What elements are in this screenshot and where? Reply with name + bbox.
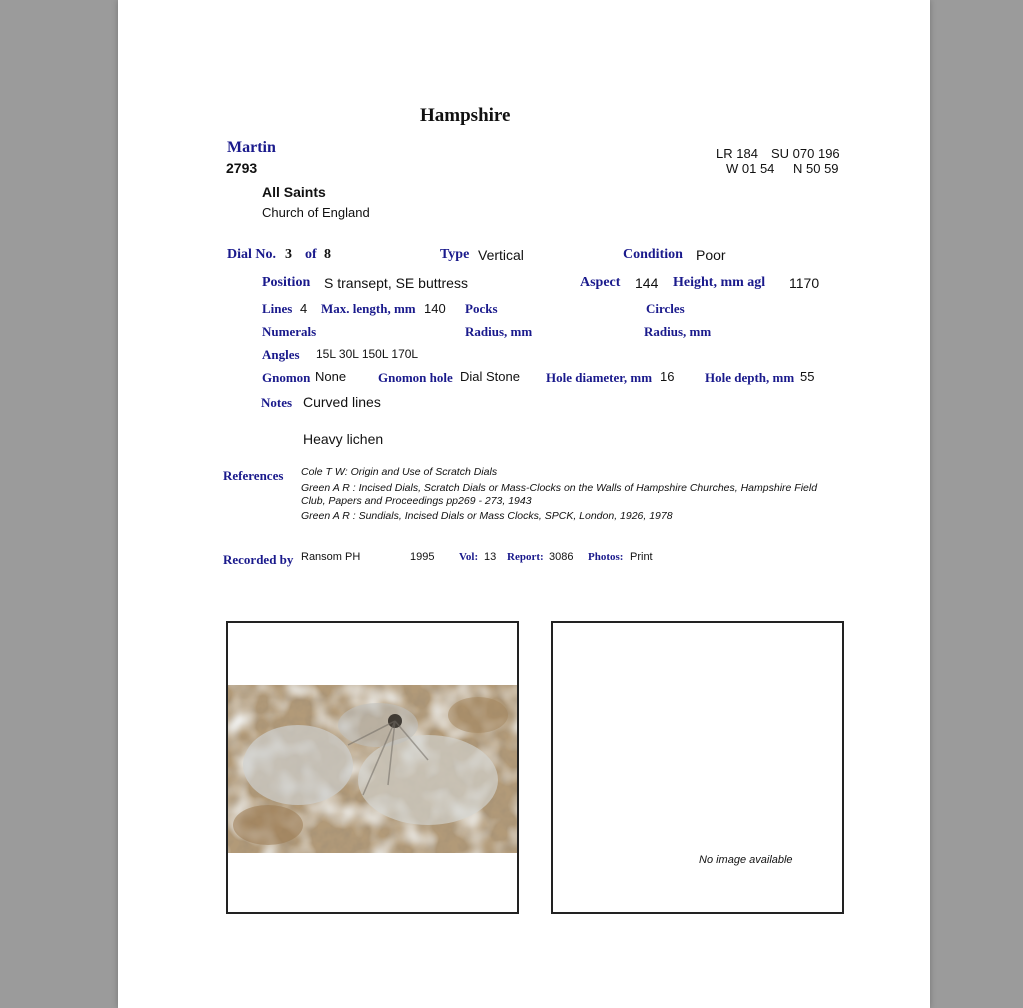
recorder-name: Ransom PH [301, 551, 361, 563]
grid-lr: LR 184 [716, 146, 758, 161]
dial-photo-frame [226, 621, 519, 914]
dial-of-label: of [305, 247, 317, 262]
maxlen-value: 140 [424, 301, 446, 316]
vol-label: Vol: [459, 551, 479, 563]
gnomon-value: None [315, 369, 347, 384]
notes-label: Notes [261, 395, 293, 410]
reference-item: Green A R : Sundials, Incised Dials or Mass Clocks, SPCK, London, 1926, 1978 [301, 510, 673, 522]
dial-photo [228, 685, 517, 853]
report-label: Report: [507, 551, 544, 563]
dial-total: 8 [324, 247, 331, 262]
reference-number: 2793 [226, 160, 258, 176]
height-value: 1170 [789, 275, 820, 291]
lines-value: 4 [300, 301, 308, 316]
hole-depth-value: 55 [800, 369, 815, 384]
lines-label: Lines [262, 301, 293, 316]
reference-item: Club, Papers and Proceedings pp269 - 273, 1943 [301, 495, 532, 507]
aspect-label: Aspect [580, 275, 621, 290]
photo-placeholder-frame [551, 621, 844, 914]
angles-value: 15L 30L 150L 170L [316, 347, 419, 361]
no-image-caption: No image available [699, 854, 793, 866]
vol-value: 13 [484, 551, 497, 563]
circles-label: Circles [646, 301, 685, 316]
place-name: Martin [227, 139, 276, 156]
position-value: S transept, SE buttress [324, 275, 468, 291]
gnomon-hole-label: Gnomon hole [378, 370, 453, 385]
county-title: Hampshire [420, 105, 511, 126]
notes-line-1: Curved lines [303, 394, 381, 410]
circles-radius-label: Radius, mm [644, 324, 712, 339]
recorded-by-label: Recorded by [223, 552, 294, 567]
reference-item: Green A R : Incised Dials, Scratch Dials or Mass-Clocks on the Walls of Hampshire Churches, Hampshire Field [301, 482, 818, 494]
angles-label: Angles [262, 347, 300, 362]
document-page [118, 0, 930, 1008]
maxlen-label: Max. length, mm [321, 301, 416, 316]
notes-line-2: Heavy lichen [303, 431, 384, 447]
dial-no-label: Dial No. [227, 247, 276, 262]
hole-diameter-label: Hole diameter, mm [546, 370, 653, 385]
pocks-label: Pocks [465, 301, 498, 316]
church-denomination: Church of England [262, 205, 370, 220]
photos-label: Photos: [588, 551, 624, 563]
dial-no-value: 3 [285, 247, 292, 262]
numerals-label: Numerals [262, 324, 317, 339]
recorded-year: 1995 [410, 551, 435, 563]
grid-n: N 50 59 [793, 161, 839, 176]
position-label: Position [262, 275, 311, 290]
condition-label: Condition [623, 247, 683, 262]
references-label: References [223, 468, 284, 483]
hole-depth-label: Hole depth, mm [705, 370, 795, 385]
aspect-value: 144 [635, 275, 659, 291]
hole-diameter-value: 16 [660, 369, 675, 384]
reference-item: Cole T W: Origin and Use of Scratch Dials [301, 466, 498, 478]
grid-w: W 01 54 [726, 161, 775, 176]
grid-su: SU 070 196 [771, 146, 840, 161]
height-label: Height, mm agl [673, 275, 766, 290]
gnomon-hole-value: Dial Stone [460, 369, 520, 384]
condition-value: Poor [696, 247, 726, 263]
church-name: All Saints [262, 184, 326, 200]
pocks-radius-label: Radius, mm [465, 324, 533, 339]
type-label: Type [440, 247, 470, 262]
report-value: 3086 [549, 551, 574, 563]
gnomon-label: Gnomon [262, 370, 311, 385]
photos-value: Print [630, 551, 653, 563]
type-value: Vertical [478, 247, 524, 263]
